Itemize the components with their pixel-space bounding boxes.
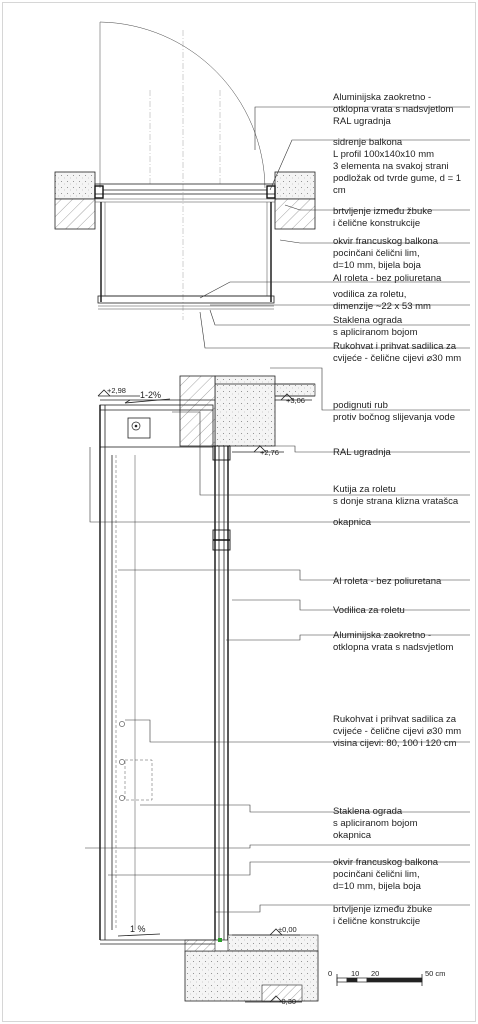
plan-label-door: Aluminijska zaokretno - otklopna vrata s nadsvjetlom RAL ugradnja bbox=[333, 92, 454, 127]
svg-text:+3,06: +3,06 bbox=[286, 396, 305, 405]
section-label-balcony-frame: okvir francuskog balkona pocinčani čelični lim, d=10 mm, bijela boja bbox=[333, 857, 439, 892]
plan-label-anchoring: sidrenje balkona L profil 100x140x10 mm 3 elementa na svakoj strani podložak od tvrde gume, d = 1 cm bbox=[333, 137, 462, 196]
svg-text:+2,98: +2,98 bbox=[107, 386, 126, 395]
section-label-door: Aluminijska zaokretno - otklopna vrata s nadsvjetlom bbox=[333, 630, 454, 653]
slope-bottom bbox=[118, 924, 160, 936]
section-label-glass-railing: Staklena ograda s apliciranom bojom okapnica bbox=[333, 806, 418, 841]
scale-tick-0: 0 bbox=[328, 969, 333, 978]
svg-text:±0,00: ±0,00 bbox=[278, 925, 297, 934]
plan-label-balcony-frame: okvir francuskog balkona pocinčani čelični lim, d=10 mm, bijela boja bbox=[333, 236, 439, 271]
scale-tick-20: 20 bbox=[371, 969, 380, 978]
scale-tick-10: 10 bbox=[351, 969, 360, 978]
section-label-sealing: brtvljenje između žbuke i čelične konstrukcije bbox=[333, 904, 433, 927]
svg-text:+2,76: +2,76 bbox=[260, 448, 279, 457]
section-label-drip-edge: okapnica bbox=[333, 517, 372, 528]
level-door-head bbox=[232, 446, 284, 457]
svg-text:-0,30: -0,30 bbox=[279, 997, 297, 1006]
plan-label-handrail: Rukohvat i prihvat sadilica za cvijeće - čelične cijevi ⌀30 mm bbox=[333, 341, 462, 364]
plan-callouts bbox=[333, 92, 464, 364]
section-label-shutter-box: Kutija za roletu s donje strana klizna vratašca bbox=[333, 484, 459, 507]
plan-label-glass-railing: Staklena ograda s apliciranom bojom bbox=[333, 315, 418, 338]
slope-top bbox=[125, 390, 170, 403]
scale-bar bbox=[328, 969, 445, 986]
drain-marker-icon bbox=[218, 938, 222, 942]
plan-label-sealing: brtvljenje između žbuke i čelične konstrukcije bbox=[333, 206, 433, 229]
scale-tick-50: 50 cm bbox=[425, 969, 446, 978]
svg-text:1-2%: 1-2% bbox=[140, 390, 162, 400]
section-label-handrail: Rukohvat i prihvat sadilica za cvijeće - čelične cijevi ⌀30 mm visina cijevi: 80, 100 i 120 cm bbox=[333, 714, 462, 749]
level-floor bbox=[232, 925, 300, 935]
plan-label-guide-rail: vodilica za roletu, dimenzije ~22 x 53 mm bbox=[333, 289, 431, 312]
svg-text:1 %: 1 % bbox=[130, 924, 146, 934]
section-callouts bbox=[333, 400, 464, 927]
section-label-raised-edge: podignuti rub protiv bočnog slijevanja vode bbox=[333, 400, 455, 423]
section-label-ral: RAL ugradnja bbox=[333, 447, 391, 458]
section-label-roller-blind: Al roleta - bez poliuretana bbox=[333, 576, 442, 587]
section-label-guide-rail: Vodilica za roletu bbox=[333, 605, 405, 616]
plan-label-roller-blind: Al roleta - bez poliuretana bbox=[333, 273, 442, 284]
level-top-left bbox=[98, 386, 140, 396]
